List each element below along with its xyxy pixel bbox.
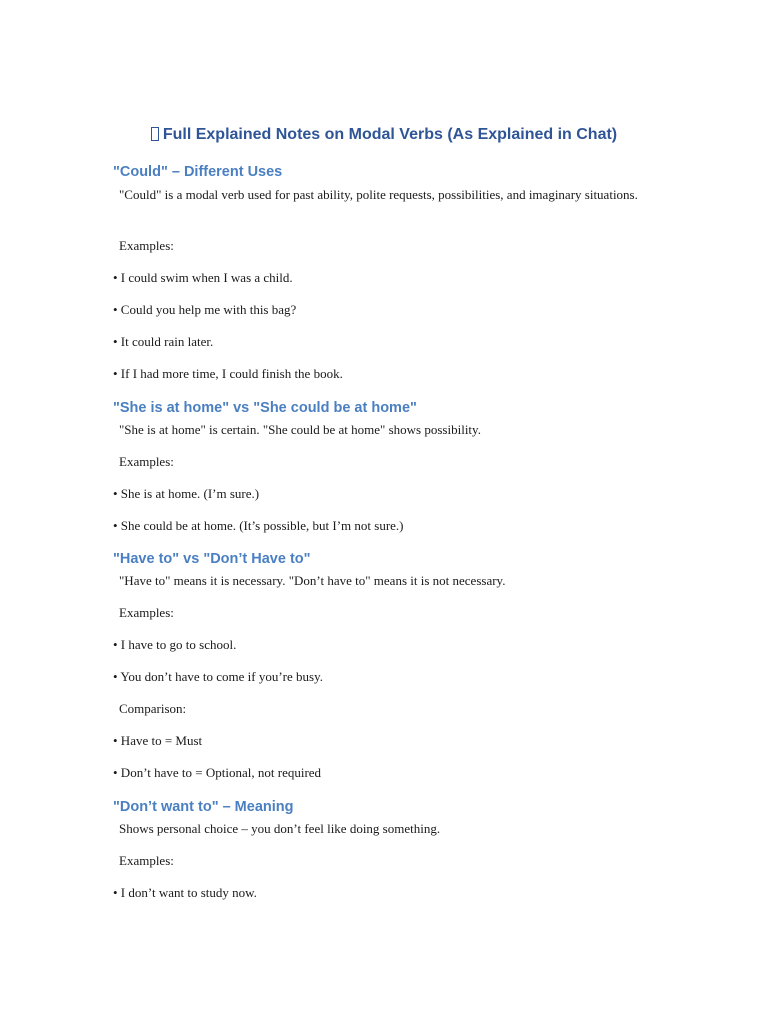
list-item: • I don’t want to study now. [113, 885, 257, 900]
document-title [0, 123, 768, 147]
examples-label: Examples: [119, 853, 174, 868]
section-intro-she-is-at-home: "She is at home" is certain. "She could be at home" shows possibility. [119, 422, 481, 437]
list-item: • I could swim when I was a child. [113, 270, 293, 285]
section-heading-could: "Could" – Different Uses [113, 164, 283, 180]
list-item: • If I had more time, I could finish the book. [113, 366, 343, 381]
examples-label: Examples: [119, 605, 174, 620]
examples-label: Examples: [119, 238, 174, 253]
missing-glyph-icon [151, 127, 159, 141]
examples-label: Examples: [119, 454, 174, 469]
list-item: • Don’t have to = Optional, not required [113, 765, 322, 780]
list-item: • Could you help me with this bag? [113, 302, 297, 317]
comparison-label: Comparison: [119, 701, 187, 716]
list-item: • I have to go to school. [113, 637, 237, 652]
section-heading-she-is-at-home: "She is at home" vs "She could be at home" [113, 400, 417, 416]
list-item: • It could rain later. [113, 334, 214, 349]
document-title-text: Full Explained Notes on Modal Verbs (As Explained in Chat) [162, 126, 618, 143]
list-item: • Have to = Must [113, 733, 203, 748]
list-item: • You don’t have to come if you’re busy. [113, 669, 323, 684]
section-intro-dont-want-to: Shows personal choice – you don’t feel like doing something. [119, 821, 441, 836]
list-item: • She could be at home. (It’s possible, but I’m not sure.) [113, 518, 404, 533]
section-intro-have-to: "Have to" means it is necessary. "Don’t have to" means it is not necessary. [119, 573, 506, 588]
section-heading-dont-want-to: "Don’t want to" – Meaning [113, 799, 294, 815]
section-heading-have-to: "Have to" vs "Don’t Have to" [113, 551, 311, 567]
list-item: • She is at home. (I’m sure.) [113, 486, 260, 501]
section-intro-could: "Could" is a modal verb used for past ability, polite requests, possibilities, and imaginary situations. [119, 187, 638, 202]
